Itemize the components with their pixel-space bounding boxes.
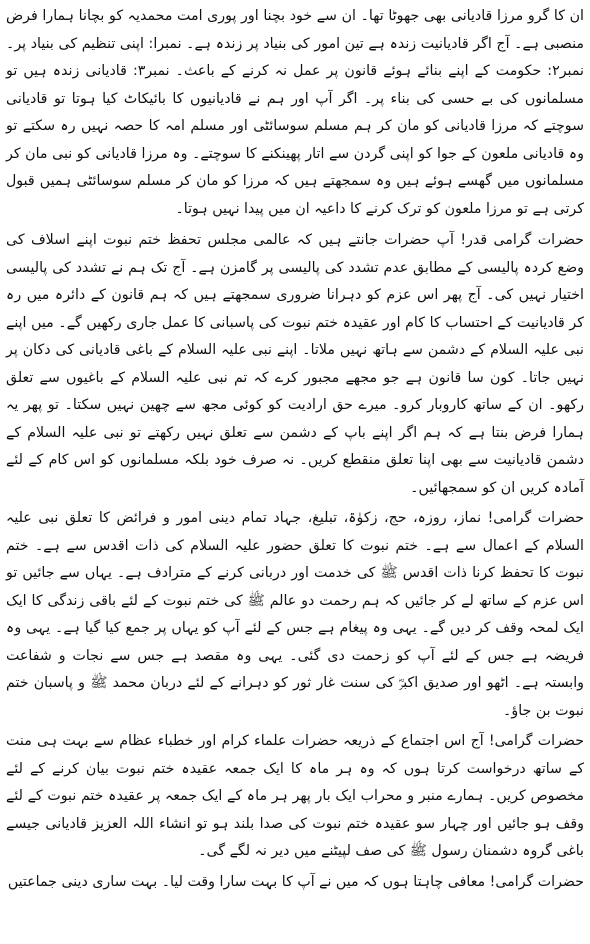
- paragraph-closing: حضرات گرامی! معافی چاہتا ہوں کہ میں نے آپ کا بہت سارا وقت لیا۔ بہت ساری دینی جماعتیں: [7, 873, 584, 890]
- urdu-text-page: [6, 3, 584, 899]
- paragraph-qadiani-boycott: ان کا گرو مرزا قادیانی بھی جھوٹا تھا۔ ان سے خود بچنا اور پوری امت محمدیہ کو بچانا ہمارا فرض منصبی ہے۔ آج اگر قادیانیت زندہ ہے تین امور کی بنیاد پر زندہ ہے۔ نمبرا: اپنی تنظیم کی بنیاد پر۔ نمبر۲: حکومت کے اپنے بنائے ہوئے قانون پر عمل نہ کرنے کے باعث۔ نمبر۳: قادیانی زندہ ہیں تو مسلمانوں کی بے حسی کی بناء پر۔ اگر آپ اور ہم نے قادیانیوں کا بائیکاٹ کیا ہوتا تو قادیانی سوچتے کہ مرزا قادیانی کو مان کر ہم مسلم سوسائٹی اور مسلم امہ کا حصہ نہیں رہ سکتے تو وہ قادیانی ملعون کے جوا کو اپنی گردن سے اتار پھینکنے کا سوچتے۔ وہ مرزا قادیانی کو نبی مان کر مسلمانوں میں گھسے ہوئے ہیں وہ سمجھتے ہیں کہ مرزا کو مان کر مسلم سوسائٹی ہمیں قبول کرتی ہے تو مرزا ملعون کو ترک کرنے کا داعیہ ان میں پیدا نہیں ہوتا۔: [6, 8, 584, 217]
- paragraph-protection-of-finality: حضرات گرامی! نماز، روزہ، حج، زکوٰۃ، تبلیغ، جہاد تمام دینی امور و فرائض کا تعلق نبی علیہ السلام کے اعمال سے ہے۔ ختم نبوت کا تعلق حضور علیہ السلام کی ذات اقدس سے ہے۔ ختم نبوت کا تحفظ کرنا ذات اقدس ﷺ کی خدمت اور دربانی کرنے کے مترادف ہے۔ یہاں سے جائیں تو اس عزم کے ساتھ لے کر جائیں کہ ہم رحمت دو عالم ﷺ کی ختم نبوت کے لئے باقی زندگی کا ایک ایک لمحہ وقف کر دیں گے۔ یہی وہ پیغام ہے جس کے لئے آپ کو یہاں پر جمع کیا گیا ہے۔ یہی وہ فریضہ ہے جس کے لئے آپ کو زحمت دی گئی۔ یہی وہ مقصد ہے جس سے نجات و شفاعت وابستہ ہے۔ اٹھو اور صدیق اکبرؓ کی سنت غار ثور کو دہرانے کے لئے دربان محمد ﷺ و پاسبان ختم نبوت بن جاؤ۔: [6, 510, 584, 719]
- paragraph-appeal-to-scholars: حضرات گرامی! آج اس اجتماع کے ذریعہ حضرات علماء کرام اور خطباء عظام سے بہت ہی منت کے ساتھ درخواست کرتا ہوں کہ وہ ہر ماہ کا ایک جمعہ عقیدہ ختم نبوت بیان کرنے کے لئے مخصوص کریں۔ ہمارے منبر و محراب ایک بار پھر ہر ماہ کے ایک جمعہ پر عقیدہ ختم نبوت کے لئے وقف ہو جائیں اور چہار سو عقیدہ ختم نبوت کی صدا بلند ہو تو انشاء اللہ العزیز قادیانی جیسے باغی گروہ دشمنان رسول ﷺ کی صف لپیٹنے میں دیر نہ لگے گی۔: [6, 733, 584, 859]
- paragraph-non-violence-policy: حضرات گرامی قدر! آپ حضرات جانتے ہیں کہ عالمی مجلس تحفظ ختم نبوت اپنے اسلاف کی وضع کردہ پالیسی کے مطابق عدم تشدد کی پالیسی پر گامزن ہے۔ آج تک ہم نے تشدد کی پالیسی اختیار نہیں کی۔ آج پھر اس عزم کو دہرانا ضروری سمجھتے ہیں کہ ہم قانون کے دائرہ میں رہ کر قادیانیت کے احتساب کا کام اور عقیدہ ختم نبوت کی پاسبانی کا عمل جاری رکھیں گے۔ میں اپنے نبی علیہ السلام کے دشمن سے ہاتھ نہیں ملاتا۔ اپنے نبی علیہ السلام کے باغی قادیانی کی دکان پر نہیں جاتا۔ کون سا قانون ہے جو مجھے مجبور کرے کہ تم نبی علیہ السلام کے باغیوں سے تعلق رکھو۔ ان کے ساتھ کاروبار کرو۔ میرے حق ارادیت کو کوئی مجھ سے چھین نہیں سکتا۔ تو پھر یہ ہمارا فرض بنتا ہے کہ ہم اگر اپنے باپ کے دشمن سے تعلق نہیں رکھتے تو نبی علیہ السلام کے دشمن قادیانیت سے بھی اپنا تعلق منقطع کریں۔ نہ صرف خود بلکہ مسلمانوں کو اس کام کے لئے آمادہ کریں ان کو سمجھائیں۔: [6, 232, 584, 496]
